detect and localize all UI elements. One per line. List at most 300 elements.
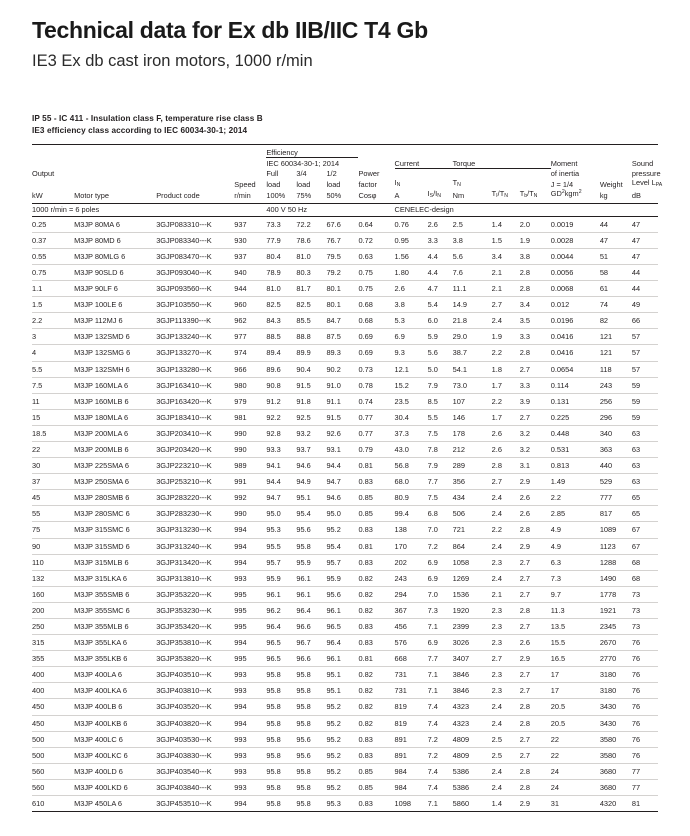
- group-sound-label-line2: pressure: [631, 168, 661, 178]
- cell-eff-full-load: 78.9: [266, 264, 296, 280]
- cell-eff-full-load: 95.8: [266, 747, 296, 763]
- table-row: [32, 554, 658, 570]
- cell-moment-of-inertia: 24: [551, 763, 600, 779]
- table-row: [32, 667, 658, 683]
- cell-torque-tn: 1920: [453, 602, 492, 618]
- cell-ti-tn: 1.7: [492, 409, 520, 425]
- cell-power-factor: 0.63: [358, 248, 394, 264]
- cell-eff-three-quarter: 96.1: [296, 570, 326, 586]
- table-row: [32, 506, 658, 522]
- cell-current-in: 576: [395, 635, 428, 651]
- cell-current-in: 819: [395, 699, 428, 715]
- cell-eff-full-load: 95.8: [266, 763, 296, 779]
- cell-speed: 995: [234, 586, 266, 602]
- cell-weight: 118: [600, 361, 632, 377]
- cell-eff-full-load: 95.8: [266, 715, 296, 731]
- cell-product-code: 3GJP403510---K: [156, 667, 234, 683]
- cell-tb-tn: 3.3: [520, 329, 551, 345]
- cell-product-code: 3GJP253210---K: [156, 474, 234, 490]
- cell-eff-three-quarter: 92.5: [296, 409, 326, 425]
- cell-eff-three-quarter: 96.7: [296, 635, 326, 651]
- cell-motor-type: M3JP 315LKA 6: [74, 570, 156, 586]
- spec-line-efficiency: IE3 efficiency class according to IEC 60034-30-1; 2014: [32, 126, 248, 136]
- technical-data-table: [32, 144, 663, 812]
- cell-eff-three-quarter: 81.0: [296, 248, 326, 264]
- cell-power-factor: 0.69: [358, 329, 394, 345]
- cell-power-factor: 0.83: [358, 619, 394, 635]
- cell-current-in: 456: [395, 619, 428, 635]
- cell-ti-tn: 1.8: [492, 361, 520, 377]
- cell-weight: 256: [600, 393, 632, 409]
- cell-tb-tn: 2.8: [520, 522, 551, 538]
- col-current-ratio: $I_S/I_N$: [427, 188, 441, 200]
- cell-eff-full-load: 95.9: [266, 570, 296, 586]
- cell-motor-type: M3JP 355SMB 6: [74, 586, 156, 602]
- cell-torque-tn: 864: [453, 538, 492, 554]
- cell-current-in: 6.9: [395, 329, 428, 345]
- cell-power-factor: 0.68: [358, 313, 394, 329]
- table-row: [32, 297, 658, 313]
- cell-ti-tn: 2.3: [492, 683, 520, 699]
- cell-weight: 3680: [600, 763, 632, 779]
- cell-weight: 74: [600, 297, 632, 313]
- cell-eff-full-load: 94.7: [266, 490, 296, 506]
- col-moment-unit: $GD^2kgm^2$: [550, 188, 582, 198]
- cell-current-in: 0.95: [395, 232, 428, 248]
- cell-output: 450: [32, 699, 74, 715]
- cell-speed: 992: [234, 490, 266, 506]
- cell-sound-pressure: 76: [632, 635, 658, 651]
- cell-current-ratio: 7.2: [428, 747, 453, 763]
- cell-sound-pressure: 76: [632, 731, 658, 747]
- cell-torque-tn: 107: [453, 393, 492, 409]
- table-row: [32, 264, 658, 280]
- cell-eff-three-quarter: 95.8: [296, 779, 326, 795]
- cell-ti-tn: 2.8: [492, 458, 520, 474]
- cell-sound-pressure: 59: [632, 377, 658, 393]
- cell-current-in: 37.3: [395, 425, 428, 441]
- cell-output: 315: [32, 635, 74, 651]
- cell-moment-of-inertia: 20.5: [551, 715, 600, 731]
- cell-current-ratio: 6.0: [428, 313, 453, 329]
- cell-tb-tn: 2.9: [520, 796, 551, 812]
- header-label-row-1: [32, 168, 658, 178]
- cell-ti-tn: 2.4: [492, 779, 520, 795]
- cell-product-code: 3GJP163420---K: [156, 393, 234, 409]
- col-power-factor-line2: factor: [358, 179, 377, 189]
- cell-eff-half-load: 95.2: [326, 522, 358, 538]
- cell-moment-of-inertia: 17: [551, 683, 600, 699]
- cell-current-in: 731: [395, 667, 428, 683]
- cell-power-factor: 0.69: [358, 345, 394, 361]
- cell-moment-of-inertia: 0.0056: [551, 264, 600, 280]
- cell-moment-of-inertia: 4.9: [551, 538, 600, 554]
- cell-moment-of-inertia: 0.131: [551, 393, 600, 409]
- cell-eff-half-load: 89.3: [326, 345, 358, 361]
- group-efficiency-standard: IEC 60034-30-1; 2014: [266, 159, 340, 169]
- cell-eff-half-load: 84.7: [326, 313, 358, 329]
- cell-eff-full-load: 73.3: [266, 216, 296, 232]
- cell-current-in: 43.0: [395, 441, 428, 457]
- cell-weight: 3680: [600, 779, 632, 795]
- cell-ti-tn: 3.4: [492, 248, 520, 264]
- cell-sound-pressure: 57: [632, 345, 658, 361]
- cell-eff-full-load: 95.8: [266, 683, 296, 699]
- cell-weight: 4320: [600, 796, 632, 812]
- cell-current-in: 984: [395, 779, 428, 795]
- cell-eff-full-load: 77.9: [266, 232, 296, 248]
- cell-product-code: 3GJP453510---K: [156, 796, 234, 812]
- cell-product-code: 3GJP103550---K: [156, 297, 234, 313]
- cell-moment-of-inertia: 9.7: [551, 586, 600, 602]
- col-torque-tn-symbol: $T_N$: [452, 177, 461, 189]
- cell-motor-type: M3JP 132SMH 6: [74, 361, 156, 377]
- table-row: [32, 377, 658, 393]
- cell-moment-of-inertia: 0.225: [551, 409, 600, 425]
- cell-sound-pressure: 68: [632, 554, 658, 570]
- current-in-subscript: N: [396, 182, 401, 189]
- cell-torque-tn: 4323: [453, 699, 492, 715]
- cell-output: 1.1: [32, 281, 74, 297]
- cell-eff-half-load: 80.1: [326, 281, 358, 297]
- cell-speed: 981: [234, 409, 266, 425]
- cell-tb-tn: 2.8: [520, 715, 551, 731]
- cell-torque-tn: 3846: [453, 683, 492, 699]
- cell-moment-of-inertia: 0.114: [551, 377, 600, 393]
- cell-eff-three-quarter: 88.8: [296, 329, 326, 345]
- cell-motor-type: M3JP 400LKB 6: [74, 715, 156, 731]
- cell-eff-half-load: 95.2: [326, 699, 358, 715]
- table-row: [32, 361, 658, 377]
- table-row: [32, 570, 658, 586]
- cell-current-ratio: 7.9: [428, 458, 453, 474]
- table-row: [32, 763, 658, 779]
- cell-eff-three-quarter: 96.6: [296, 651, 326, 667]
- cell-speed: 994: [234, 699, 266, 715]
- cell-eff-half-load: 95.3: [326, 796, 358, 812]
- table-row: [32, 458, 658, 474]
- cell-product-code: 3GJP133270---K: [156, 345, 234, 361]
- col-output-line1: Output: [32, 168, 55, 178]
- table-row: [32, 619, 658, 635]
- cell-eff-three-quarter: 95.9: [296, 554, 326, 570]
- cell-speed: 994: [234, 522, 266, 538]
- cell-output: 500: [32, 731, 74, 747]
- table-row: [32, 683, 658, 699]
- cell-torque-tn: 1058: [453, 554, 492, 570]
- cell-eff-full-load: 93.3: [266, 441, 296, 457]
- cell-eff-three-quarter: 96.1: [296, 586, 326, 602]
- header-label-row-3: [32, 189, 658, 200]
- cell-power-factor: 0.73: [358, 361, 394, 377]
- cell-ti-tn: 2.7: [492, 651, 520, 667]
- cell-sound-pressure: 63: [632, 458, 658, 474]
- cell-tb-tn: 2.7: [520, 731, 551, 747]
- cell-product-code: 3GJP163410---K: [156, 377, 234, 393]
- cell-output: 4: [32, 345, 74, 361]
- table-row: [32, 731, 658, 747]
- cell-sound-pressure: 67: [632, 538, 658, 554]
- cell-current-in: 668: [395, 651, 428, 667]
- spec-line-protection: IP 55 - IC 411 - Insulation class F, temperature rise class B: [32, 114, 263, 124]
- cell-product-code: 3GJP353230---K: [156, 602, 234, 618]
- cell-output: 18.5: [32, 425, 74, 441]
- cell-eff-half-load: 79.2: [326, 264, 358, 280]
- band-voltage: 400 V 50 Hz: [266, 203, 394, 216]
- cell-eff-three-quarter: 95.1: [296, 490, 326, 506]
- cell-sound-pressure: 63: [632, 441, 658, 457]
- table-row: [32, 232, 658, 248]
- cell-moment-of-inertia: 13.5: [551, 619, 600, 635]
- cell-tb-tn: 2.8: [520, 602, 551, 618]
- cell-speed: 993: [234, 731, 266, 747]
- table-row: [32, 490, 658, 506]
- cell-current-ratio: 7.8: [428, 441, 453, 457]
- cell-tb-tn: 2.7: [520, 409, 551, 425]
- group-moment-label-line1: Moment: [550, 159, 578, 169]
- cell-ti-tn: 2.1: [492, 586, 520, 602]
- cell-current-ratio: 7.0: [428, 522, 453, 538]
- cell-moment-of-inertia: 22: [551, 747, 600, 763]
- torque-tn-subscript: N: [457, 182, 461, 189]
- cell-eff-three-quarter: 78.6: [296, 232, 326, 248]
- cell-power-factor: 0.77: [358, 409, 394, 425]
- cell-eff-three-quarter: 94.6: [296, 458, 326, 474]
- cell-output: 0.25: [32, 216, 74, 232]
- cell-current-in: 23.5: [395, 393, 428, 409]
- cell-output: 0.55: [32, 248, 74, 264]
- cell-eff-full-load: 95.7: [266, 554, 296, 570]
- cell-tb-tn: 2.7: [520, 683, 551, 699]
- cell-torque-tn: 506: [453, 506, 492, 522]
- cell-current-in: 9.3: [395, 345, 428, 361]
- cell-speed: 960: [234, 297, 266, 313]
- cell-product-code: 3GJP223210---K: [156, 458, 234, 474]
- cell-output: 37: [32, 474, 74, 490]
- cell-power-factor: 0.83: [358, 522, 394, 538]
- cell-current-ratio: 4.4: [428, 248, 453, 264]
- table-row: [32, 313, 658, 329]
- cell-speed: 991: [234, 474, 266, 490]
- cell-weight: 3580: [600, 731, 632, 747]
- cell-eff-three-quarter: 95.8: [296, 796, 326, 812]
- cell-motor-type: M3JP 160MLA 6: [74, 377, 156, 393]
- cell-weight: 82: [600, 313, 632, 329]
- col-tb-tn-ratio: $T_b/T_N$: [519, 188, 538, 200]
- col-weight-line1: Weight: [599, 179, 623, 189]
- cell-ti-tn: 1.5: [492, 232, 520, 248]
- cell-current-in: 891: [395, 747, 428, 763]
- cell-torque-tn: 2.5: [453, 216, 492, 232]
- cell-moment-of-inertia: 0.0416: [551, 345, 600, 361]
- col-speed-unit: r/min: [234, 190, 251, 200]
- col-speed-line1: Speed: [234, 179, 256, 189]
- cell-product-code: 3GJP403540---K: [156, 763, 234, 779]
- cell-tb-tn: 2.6: [520, 506, 551, 522]
- specification-block: [32, 113, 658, 137]
- cell-ti-tn: 2.3: [492, 667, 520, 683]
- cell-eff-half-load: 95.2: [326, 779, 358, 795]
- cell-eff-full-load: 92.2: [266, 409, 296, 425]
- cell-motor-type: M3JP 132SMD 6: [74, 329, 156, 345]
- cell-current-ratio: 7.1: [428, 619, 453, 635]
- cell-motor-type: M3JP 400LKD 6: [74, 779, 156, 795]
- cell-eff-half-load: 90.2: [326, 361, 358, 377]
- cell-eff-half-load: 79.5: [326, 248, 358, 264]
- cell-torque-tn: 1269: [453, 570, 492, 586]
- cell-tb-tn: 2.8: [520, 345, 551, 361]
- cell-eff-half-load: 95.1: [326, 683, 358, 699]
- cell-speed: 937: [234, 216, 266, 232]
- cell-power-factor: 0.82: [358, 683, 394, 699]
- cell-motor-type: M3JP 200MLA 6: [74, 425, 156, 441]
- cell-torque-tn: 3.8: [453, 232, 492, 248]
- cell-product-code: 3GJP353220---K: [156, 586, 234, 602]
- cell-moment-of-inertia: 16.5: [551, 651, 600, 667]
- cell-eff-full-load: 95.8: [266, 667, 296, 683]
- cell-eff-full-load: 95.8: [266, 699, 296, 715]
- cell-product-code: 3GJP353420---K: [156, 619, 234, 635]
- cell-ti-tn: 2.6: [492, 441, 520, 457]
- cell-motor-type: M3JP 132SMG 6: [74, 345, 156, 361]
- cell-sound-pressure: 65: [632, 490, 658, 506]
- cell-weight: 777: [600, 490, 632, 506]
- cell-eff-three-quarter: 95.6: [296, 522, 326, 538]
- cell-sound-pressure: 59: [632, 409, 658, 425]
- cell-tb-tn: 2.9: [520, 651, 551, 667]
- cell-current-in: 0.76: [395, 216, 428, 232]
- cell-eff-full-load: 96.5: [266, 635, 296, 651]
- cell-weight: 440: [600, 458, 632, 474]
- cell-output: 400: [32, 667, 74, 683]
- cell-speed: 995: [234, 619, 266, 635]
- cell-moment-of-inertia: 31: [551, 796, 600, 812]
- cell-torque-tn: 2399: [453, 619, 492, 635]
- cell-eff-three-quarter: 72.2: [296, 216, 326, 232]
- cell-product-code: 3GJP133240---K: [156, 329, 234, 345]
- cell-power-factor: 0.72: [358, 232, 394, 248]
- cell-sound-pressure: 59: [632, 393, 658, 409]
- cell-eff-full-load: 94.1: [266, 458, 296, 474]
- table-row: [32, 715, 658, 731]
- cell-power-factor: 0.82: [358, 586, 394, 602]
- cell-current-ratio: 5.6: [428, 345, 453, 361]
- col-moment-j: J = 1/4: [550, 179, 574, 189]
- cell-weight: 1123: [600, 538, 632, 554]
- cell-ti-tn: 1.9: [492, 329, 520, 345]
- cell-eff-three-quarter: 95.8: [296, 667, 326, 683]
- cell-torque-tn: 14.9: [453, 297, 492, 313]
- cell-eff-half-load: 80.1: [326, 297, 358, 313]
- cell-tb-tn: 2.7: [520, 554, 551, 570]
- cell-current-in: 984: [395, 763, 428, 779]
- cell-tb-tn: 3.5: [520, 313, 551, 329]
- header-group-row-1: [32, 147, 658, 158]
- cell-eff-full-load: 84.3: [266, 313, 296, 329]
- cell-eff-three-quarter: 95.6: [296, 747, 326, 763]
- cell-motor-type: M3JP 315MLB 6: [74, 554, 156, 570]
- cell-eff-three-quarter: 95.8: [296, 683, 326, 699]
- cell-tb-tn: 3.3: [520, 377, 551, 393]
- cell-eff-half-load: 95.2: [326, 747, 358, 763]
- cell-tb-tn: 2.9: [520, 474, 551, 490]
- cell-torque-tn: 54.1: [453, 361, 492, 377]
- cell-eff-full-load: 82.5: [266, 297, 296, 313]
- cell-motor-type: M3JP 100LE 6: [74, 297, 156, 313]
- cell-torque-tn: 356: [453, 474, 492, 490]
- cell-output: 75: [32, 522, 74, 538]
- cell-eff-full-load: 96.5: [266, 651, 296, 667]
- cell-output: 200: [32, 602, 74, 618]
- cell-eff-full-load: 81.0: [266, 281, 296, 297]
- cell-ti-tn: 2.3: [492, 602, 520, 618]
- cell-weight: 47: [600, 232, 632, 248]
- cell-eff-three-quarter: 91.8: [296, 393, 326, 409]
- cell-sound-pressure: 47: [632, 248, 658, 264]
- cell-moment-of-inertia: 15.5: [551, 635, 600, 651]
- cell-eff-three-quarter: 94.9: [296, 474, 326, 490]
- cell-sound-pressure: 44: [632, 264, 658, 280]
- cell-eff-half-load: 94.7: [326, 474, 358, 490]
- cell-weight: 3180: [600, 683, 632, 699]
- cell-motor-type: M3JP 90SLD 6: [74, 264, 156, 280]
- cell-current-ratio: 6.9: [428, 635, 453, 651]
- col-half-load-line2: load: [326, 179, 341, 189]
- cell-torque-tn: 5386: [453, 763, 492, 779]
- cell-power-factor: 0.74: [358, 393, 394, 409]
- cell-motor-type: M3JP 112MJ 6: [74, 313, 156, 329]
- cell-motor-type: M3JP 160MLB 6: [74, 393, 156, 409]
- cell-tb-tn: 2.8: [520, 779, 551, 795]
- cell-eff-full-load: 95.0: [266, 506, 296, 522]
- cell-power-factor: 0.85: [358, 506, 394, 522]
- cell-eff-three-quarter: 93.7: [296, 441, 326, 457]
- cell-eff-half-load: 95.4: [326, 538, 358, 554]
- cell-power-factor: 0.83: [358, 731, 394, 747]
- cell-output: 5.5: [32, 361, 74, 377]
- cell-moment-of-inertia: 11.3: [551, 602, 600, 618]
- cell-power-factor: 0.68: [358, 297, 394, 313]
- cell-eff-half-load: 94.4: [326, 458, 358, 474]
- cell-current-ratio: 6.9: [428, 570, 453, 586]
- cell-moment-of-inertia: 2.85: [551, 506, 600, 522]
- cell-sound-pressure: 57: [632, 361, 658, 377]
- cell-speed: 993: [234, 779, 266, 795]
- cell-power-factor: 0.83: [358, 474, 394, 490]
- cell-motor-type: M3JP 400LKC 6: [74, 747, 156, 763]
- cell-eff-full-load: 95.5: [266, 538, 296, 554]
- cell-current-in: 99.4: [395, 506, 428, 522]
- cell-product-code: 3GJP403530---K: [156, 731, 234, 747]
- cell-product-code: 3GJP093040---K: [156, 264, 234, 280]
- cell-motor-type: M3JP 355LKA 6: [74, 635, 156, 651]
- col-current-in-symbol: $I_N$: [394, 177, 401, 189]
- cell-product-code: 3GJP353810---K: [156, 635, 234, 651]
- cell-sound-pressure: 63: [632, 425, 658, 441]
- cell-eff-half-load: 96.1: [326, 651, 358, 667]
- cell-motor-type: M3JP 280SMC 6: [74, 506, 156, 522]
- cell-ti-tn: 2.7: [492, 474, 520, 490]
- cell-product-code: 3GJP093560---K: [156, 281, 234, 297]
- cell-speed: 979: [234, 393, 266, 409]
- cell-tb-tn: 2.7: [520, 619, 551, 635]
- cell-power-factor: 0.77: [358, 425, 394, 441]
- cell-motor-type: M3JP 400LC 6: [74, 731, 156, 747]
- cell-weight: 296: [600, 409, 632, 425]
- cell-current-in: 731: [395, 683, 428, 699]
- cell-torque-tn: 7.6: [453, 264, 492, 280]
- cell-eff-full-load: 95.8: [266, 779, 296, 795]
